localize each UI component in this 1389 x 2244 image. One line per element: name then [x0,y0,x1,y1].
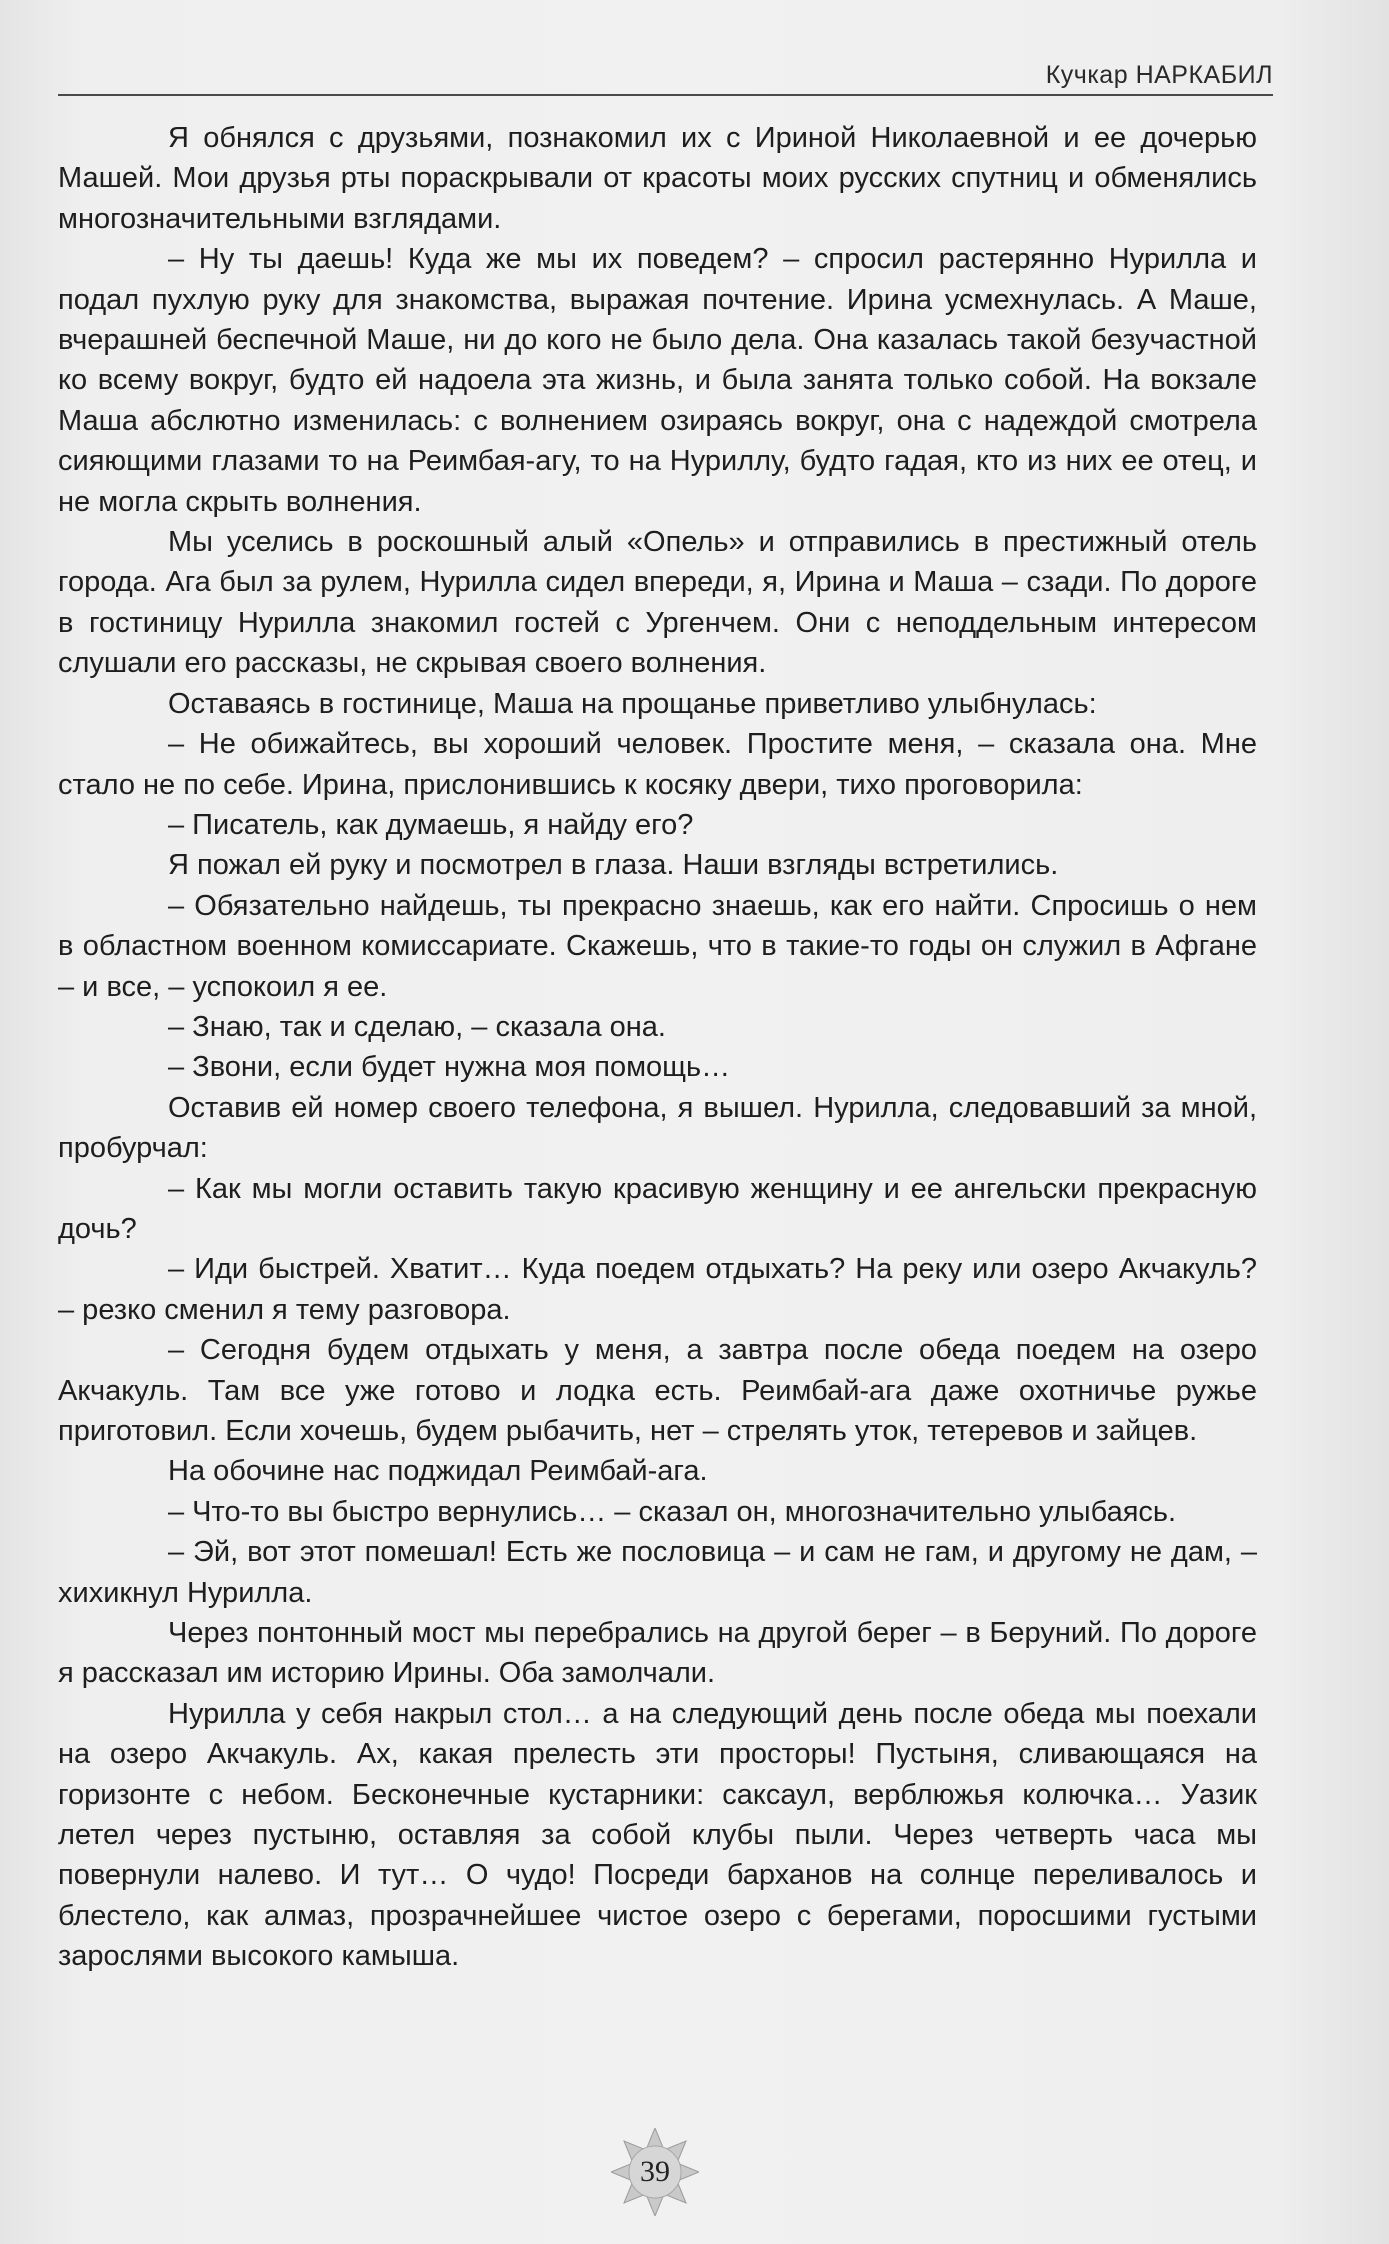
paragraph: – Сегодня будем отдыхать у меня, а завтра после обеда поедем на озеро Акчакуль. Там все уже готово и лодка есть. Реимбай-ага даже охотничье ружье приготовил. Если хочешь, будем рыбачить, нет – стрелять уток, тетеревов и зайцев. [58,1334,1257,1447]
paragraph: Через понтонный мост мы перебрались на другой берег – в Беруний. По дороге я рассказал им историю Ирины. Оба замолчали. [58,1617,1257,1690]
paragraph: Я обнялся с друзьями, познакомил их с Ириной Николаевной и ее дочерью Машей. Мои друзья рты пораскрывали от красоты моих русских спутниц и обменялись многозначительными взглядами. [58,122,1257,235]
paragraph: – Иди быстрей. Хватит… Куда поедем отдыхать? На реку или озеро Акчакуль? – резко сменил я тему разговора. [58,1253,1257,1326]
paragraph: – Звони, если будет нужна моя помощь… [168,1051,731,1084]
paragraph: На обочине нас поджидал Реимбай-ага. [168,1455,708,1488]
running-header [58,52,1273,96]
paragraph: – Обязательно найдешь, ты прекрасно знаешь, как его найти. Спросишь о нем в областном военном комиссариате. Скажешь, что в такие-то годы он служил в Афгане – и все, – успокоил я ее. [58,889,1257,1003]
paragraph: Оставаясь в гостинице, Маша на прощанье приветливо улыбнулась: [168,687,1097,720]
paragraph: Мы уселись в роскошный алый «Опель» и отправились в престижный отель города. Ага был за рулем, Нурилла сидел впереди, я, Ирина и Маша – сзади. По дороге в гостиницу Нурилла знакомил гостей с Ургенчем. Они с неподдельным интересом слушали его рассказы, не скрывая своего волнения. [58,526,1257,680]
paragraph: – Что-то вы быстро вернулись… – сказал он, многозначительно улыбаясь. [168,1495,1177,1528]
paragraph: – Эй, вот этот помешал! Есть же пословица – и сам не гам, и другому не дам, – хихикнул Нурилла. [58,1536,1257,1609]
body-text [58,118,1257,1977]
paragraph: – Ну ты даешь! Куда же мы их поведем? – спросил растерянно Нурилла и подал пухлую руку для знакомства, выражая почтение. Ирина усмехнулась. А Маше, вчерашней беспечной Маше, ни до кого не было дела. Она казалась такой безучастной ко всему вокруг, будто ей надоела эта жизнь, и была занята только собой. На вокзале Маша абслютно изменилась: с волнением озираясь вокруг, она с надеждой смотрела сияющими глазами то на Реимбая-агу, то на Нуриллу, будто гадая, кто из них ее отец, и не могла скрыть волнения. [58,243,1257,518]
paragraph: – Как мы могли оставить такую красивую женщину и ее ангельски прекрасную дочь? [58,1172,1257,1245]
paragraph: – Писатель, как думаешь, я найду его? [168,808,694,841]
paragraph: Оставив ей номер своего телефона, я вышел. Нурилла, следовавший за мной, пробурчал: [58,1091,1257,1165]
paragraph: Я пожал ей руку и посмотрел в глаза. Наши взгляды встретились. [168,849,1059,882]
running-header-title: Кучкар НАРКАБИЛ [1045,61,1273,89]
page-number: 39 [640,2155,670,2188]
paragraph: – Не обижайтесь, вы хороший человек. Простите меня, – сказала она. Мне стало не по себе. Ирина, прислонившись к косяку двери, тихо проговорила: [58,728,1257,801]
paragraph: Нурилла у себя накрыл стол… а на следующий день после обеда мы поехали на озеро Акчакуль. Ах, какая прелесть эти просторы! Пустыня, сливающаяся на горизонте с небом. Бесконечные кустарники: саксаул, верблюжья колючка… Уазик летел через пустыню, оставляя за собой клубы пыли. Через четверть часа мы повернули налево. И тут… О чудо! Посреди барханов на солнце переливалось и блестело, как алмаз, прозрачнейшее чистое озеро с берегами, поросшими густыми зарослями высокого камыша. [58,1697,1257,1973]
paragraph: – Знаю, так и сделаю, – сказала она. [168,1010,666,1043]
page-number-badge [611,2128,699,2216]
